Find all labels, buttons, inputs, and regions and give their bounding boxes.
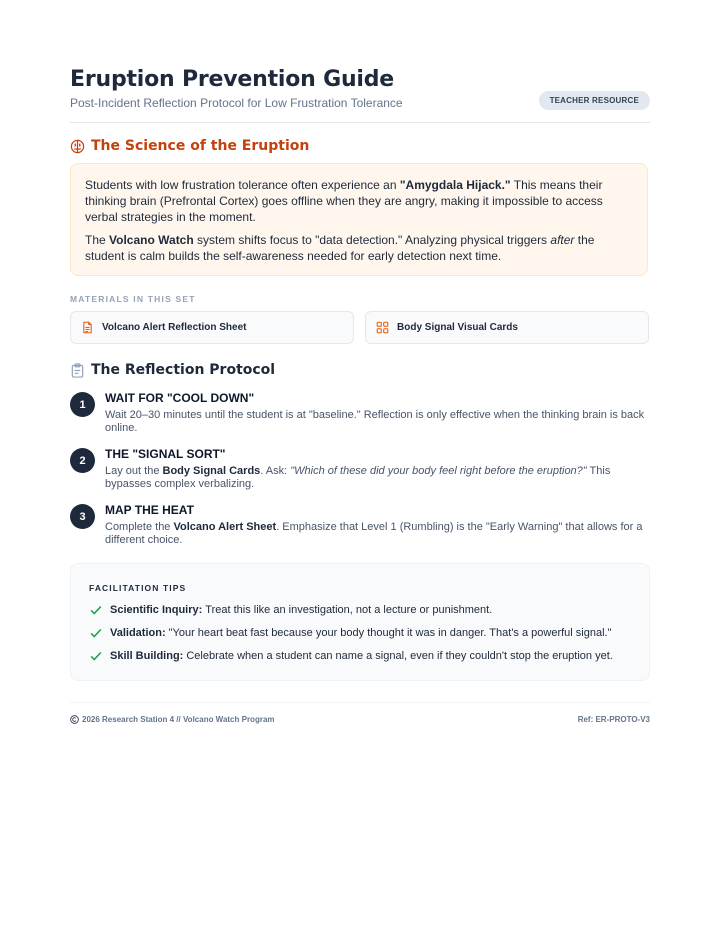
science-title: The Science of the Eruption (91, 138, 310, 154)
tip-item (89, 626, 611, 640)
text-span: The (85, 233, 110, 247)
volcano-watch-term: Volcano Watch (109, 233, 194, 247)
step-description (105, 521, 645, 547)
step-description (105, 465, 645, 491)
page-subtitle: Post-Incident Reflection Protocol for Low Frustration Tolerance (70, 96, 403, 110)
step-number: 2 (70, 448, 95, 473)
facilitation-tips-box (70, 563, 650, 681)
text-span: system shifts focus to "data detection." Analyzing physical triggers (193, 233, 551, 247)
step-number: 1 (70, 392, 95, 417)
check-icon (89, 626, 103, 640)
footer-copyright (70, 715, 275, 724)
text-span: . Emphasize that Level 1 (Rumbling) is the "Early Warning" that allows for a different choice. (105, 521, 643, 546)
teacher-resource-badge: TEACHER RESOURCE (539, 91, 650, 110)
grid-icon (376, 321, 389, 334)
material-label: Volcano Alert Reflection Sheet (102, 322, 247, 333)
step-title: THE "SIGNAL SORT" (105, 447, 226, 461)
tip-heading: Scientific Inquiry: (110, 604, 203, 616)
tips-label: FACILITATION TIPS (89, 583, 187, 593)
material-card-reflection-sheet[interactable] (70, 311, 354, 344)
text-span: This means their thinking brain (Prefrontal Cortex) goes offline when they are angry, making it impossible to access verbal strategies in the moment. (85, 178, 603, 224)
clipboard-icon (70, 363, 85, 378)
protocol-title: The Reflection Protocol (91, 362, 276, 378)
tip-heading: Validation: (110, 627, 166, 639)
science-paragraph-2 (85, 232, 633, 264)
text-span: . Ask: (260, 465, 291, 477)
step-title: MAP THE HEAT (105, 503, 194, 517)
footer-left-text: 2026 Research Station 4 // Volcano Watch Program (82, 715, 275, 724)
signal-question: "Which of these did your body feel right before the eruption?" (290, 465, 587, 477)
text-span: the student is calm builds the self-awareness needed for early detection next time. (85, 233, 595, 263)
materials-label: MATERIALS IN THIS SET (70, 294, 196, 304)
body-signal-cards-term: Body Signal Cards (162, 465, 261, 477)
footer-ref: Ref: ER-PROTO-V3 (577, 715, 650, 724)
tip-text: Celebrate when a student can name a signal, even if they couldn't stop the eruption yet. (186, 650, 613, 662)
science-paragraph-1 (85, 177, 633, 225)
check-icon (89, 649, 103, 663)
tip-item (89, 603, 492, 617)
check-icon (89, 603, 103, 617)
step-number: 3 (70, 504, 95, 529)
step-title: WAIT FOR "COOL DOWN" (105, 391, 255, 405)
tip-item (89, 649, 613, 663)
header (70, 66, 650, 123)
text-span: Students with low frustration tolerance often experience an (85, 178, 400, 192)
volcano-alert-sheet-term: Volcano Alert Sheet (173, 521, 277, 533)
text-span: Complete the (105, 521, 174, 533)
tip-text: Treat this like an investigation, not a lecture or punishment. (205, 604, 493, 616)
footer (70, 702, 650, 723)
page-title: Eruption Prevention Guide (70, 67, 395, 92)
material-label: Body Signal Visual Cards (397, 322, 518, 333)
after-emphasis: after (550, 233, 575, 247)
tip-heading: Skill Building: (110, 650, 184, 662)
tip-text: "Your heart beat fast because your body thought it was in danger. That's a powerful signal." (168, 627, 612, 639)
science-section-header (70, 138, 309, 154)
page (70, 66, 650, 724)
protocol-section-header (70, 362, 275, 378)
material-card-signal-cards[interactable] (365, 311, 649, 344)
text-span: Lay out the (105, 465, 163, 477)
step-description: Wait 20–30 minutes until the student is at "baseline." Reflection is only effective when the thinking brain is back online. (105, 409, 645, 434)
text-span: This bypasses complex verbalizing. (105, 465, 611, 490)
copyright-icon (70, 715, 79, 724)
brain-icon (70, 139, 85, 154)
document-icon (81, 321, 94, 334)
amygdala-hijack-term: "Amygdala Hijack." (399, 178, 511, 192)
science-callout (70, 163, 648, 276)
